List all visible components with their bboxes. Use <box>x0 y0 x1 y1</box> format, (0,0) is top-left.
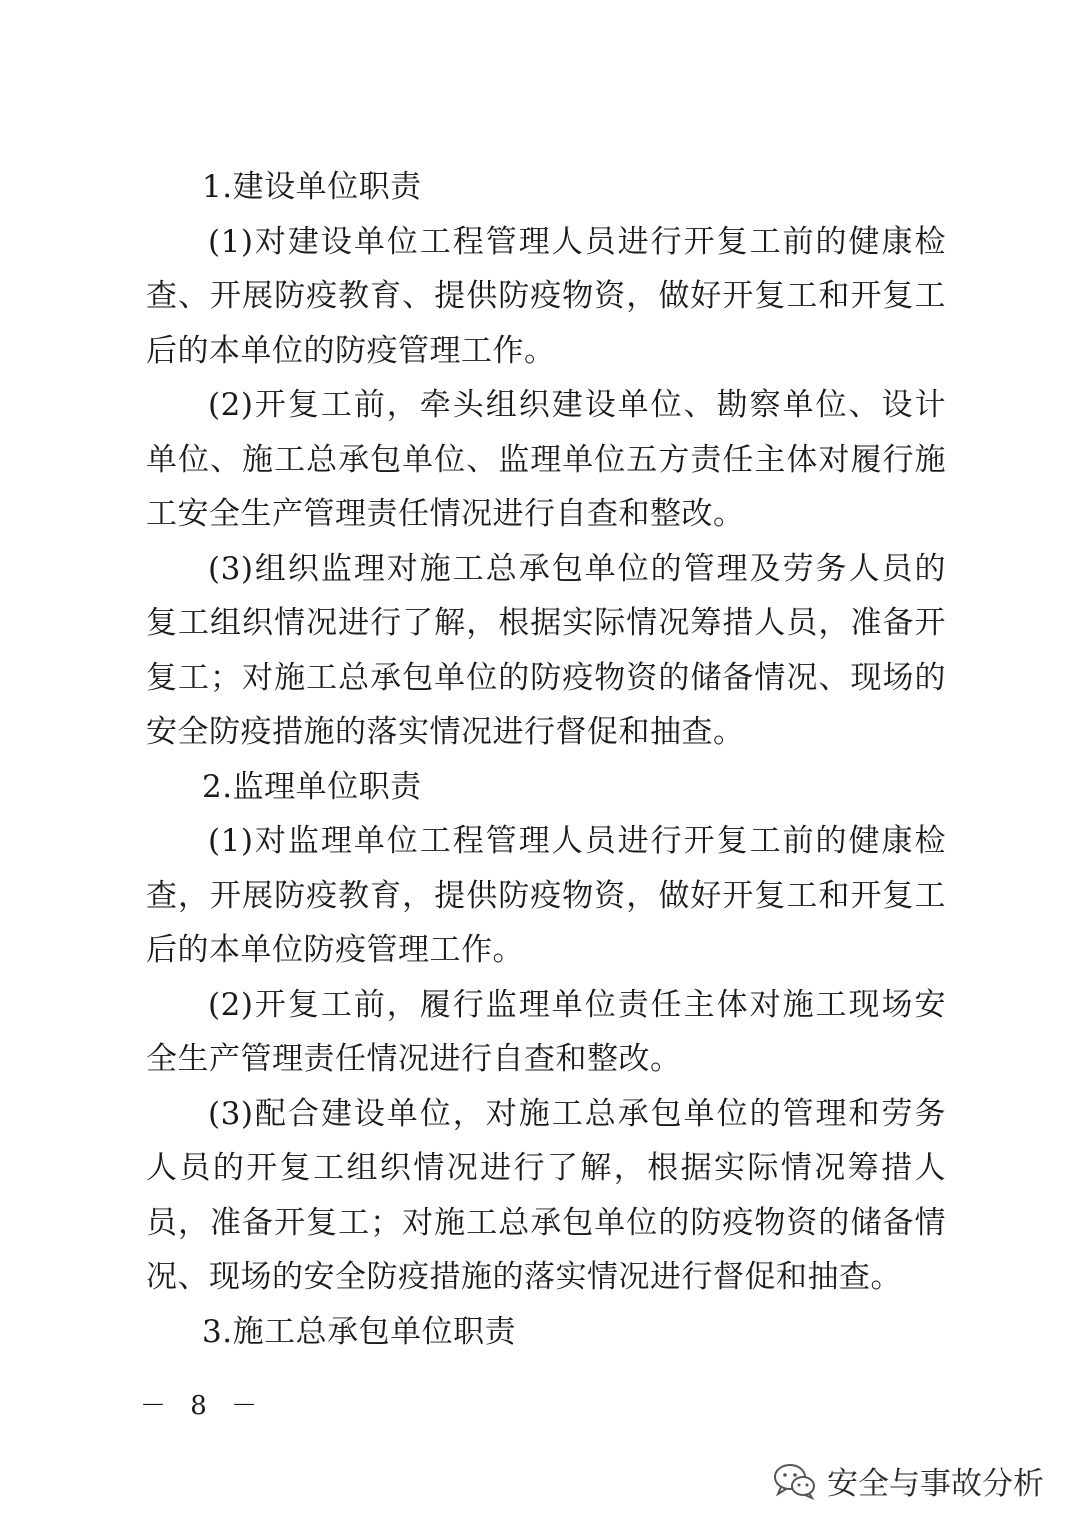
watermark <box>773 1458 1044 1503</box>
document-body <box>146 160 946 1359</box>
section-1-paragraph-3: (3)组织监理对施工总承包单位的管理及劳务人员的复工组织情况进行了解，根据实际情况筹措人员，准备开复工；对施工总承包单位的防疫物资的储备情况、现场的安全防疫措施的落实情况进行督促和抽查。 <box>146 550 946 750</box>
wechat-icon <box>773 1462 817 1500</box>
section-1-paragraph-2: (2)开复工前，牵头组织建设单位、勘察单位、设计单位、施工总承包单位、监理单位五方责任主体对履行施工安全生产管理责任情况进行自查和整改。 <box>146 387 946 532</box>
watermark-text: 安全与事故分析 <box>827 1466 1044 1502</box>
section-heading-2: 2.监理单位职责 <box>202 768 422 805</box>
section-heading-1: 1.建设单位职责 <box>202 169 422 205</box>
page-number: － 8 － <box>140 1391 266 1421</box>
section-heading-3: 3.施工总承包单位职责 <box>202 1313 517 1350</box>
section-2-paragraph-3: (3)配合建设单位，对施工总承包单位的管理和劳务人员的开复工组织情况进行了解，根据实际情况筹措人员，准备开复工；对施工总承包单位的防疫物资的储备情况、现场的安全防疫措施的落实情况进行督促和抽查。 <box>146 1095 946 1295</box>
section-2-paragraph-1: (1)对监理单位工程管理人员进行开复工前的健康检查，开展防疫教育，提供防疫物资，做好开复工和开复工后的本单位防疫管理工作。 <box>146 823 946 968</box>
section-2-paragraph-2: (2)开复工前，履行监理单位责任主体对施工现场安全生产管理责任情况进行自查和整改。 <box>146 986 946 1077</box>
section-1-paragraph-1: (1)对建设单位工程管理人员进行开复工前的健康检查、开展防疫教育、提供防疫物资，做好开复工和开复工后的本单位的防疫管理工作。 <box>146 223 946 369</box>
